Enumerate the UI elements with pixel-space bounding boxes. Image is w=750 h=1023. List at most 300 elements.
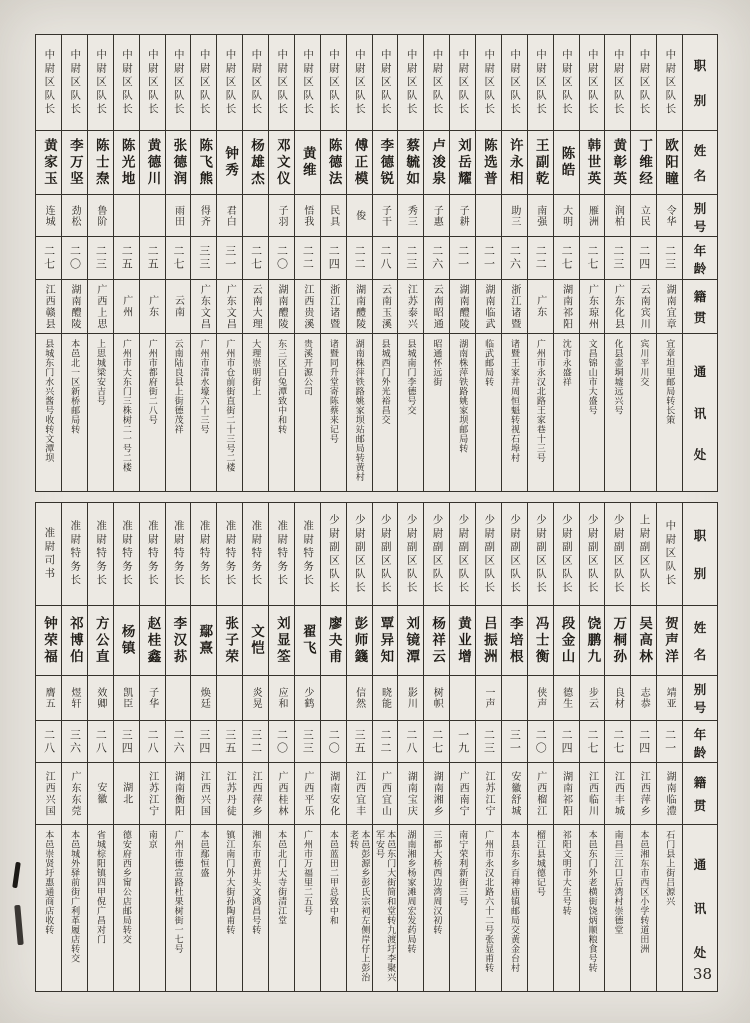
cell-alias <box>114 195 139 237</box>
cell-origin: 江苏江宁 <box>476 763 501 825</box>
cell-origin: 湖南宜章 <box>657 280 682 334</box>
cell-alias: 焕廷 <box>191 676 216 721</box>
cell-name: 饶鹏九 <box>580 606 605 676</box>
entry-column <box>166 35 192 491</box>
cell-origin: 江苏江宁 <box>140 763 165 825</box>
cell-alias: 子羽 <box>269 195 294 237</box>
entry-column <box>191 35 217 491</box>
cell-origin: 广州 <box>114 280 139 334</box>
cell-alias: 影川 <box>398 676 423 721</box>
cell-origin: 广西榴江 <box>528 763 553 825</box>
cell-age: 二八 <box>373 237 398 280</box>
cell-rank: 少尉副区队长 <box>605 503 630 606</box>
cell-address: 本邑湘东市西区小学转道田洲 <box>639 830 650 954</box>
cell-name: 陈飞熊 <box>191 131 216 195</box>
cell-age: 二一 <box>476 237 501 280</box>
cell-alias: 劲松 <box>62 195 87 237</box>
cell-origin: 江西丰城 <box>605 763 630 825</box>
cell-name: 李万坚 <box>62 131 87 195</box>
cell-address: 县城西门外光裕昌交 <box>380 339 391 425</box>
cell-rank: 中尉区队长 <box>191 35 216 131</box>
cell-name: 蔡毓如 <box>398 131 423 195</box>
cell-alias <box>140 195 165 237</box>
cell-name: 傅正模 <box>347 131 372 195</box>
cell-name: 黄业增 <box>450 606 475 676</box>
header-cell-name: 姓 名 <box>683 131 717 195</box>
cell-rank: 准尉特务长 <box>243 503 268 606</box>
cell-age: 二七 <box>580 721 605 763</box>
cell-address: 诸暨王家井周恒魁转视石埠村 <box>509 339 520 463</box>
cell-rank: 少尉副区队长 <box>580 503 605 606</box>
cell-name: 钟秀 <box>217 131 242 195</box>
cell-name: 张子荣 <box>217 606 242 676</box>
cell-origin: 浙江诸暨 <box>502 280 527 334</box>
cell-rank: 少尉副区队长 <box>398 503 423 606</box>
cell-age: 二〇 <box>269 721 294 763</box>
cell-age: 二二 <box>528 237 553 280</box>
entry-column <box>657 503 683 991</box>
cell-alias: 信然 <box>347 676 372 721</box>
cell-address: 南宁荣利新街三号 <box>458 830 469 906</box>
cell-rank: 中尉区队长 <box>321 35 346 131</box>
header-cell-age: 年 龄 <box>683 721 717 763</box>
cell-age: 二七 <box>605 721 630 763</box>
cell-age: 二八 <box>88 721 113 763</box>
cell-alias: 煜轩 <box>62 676 87 721</box>
entry-column <box>114 503 140 991</box>
cell-alias: 凯臣 <box>114 676 139 721</box>
cell-address: 广州市永汉北路六十二号张显甫转 <box>484 830 495 973</box>
cell-origin: 广西上思 <box>88 280 113 334</box>
cell-alias: 秀三 <box>398 195 423 237</box>
cell-origin: 广西平乐 <box>295 763 320 825</box>
cell-alias: 靖亚 <box>657 676 682 721</box>
cell-name: 祁博伯 <box>62 606 87 676</box>
cell-alias: 令华 <box>657 195 682 237</box>
cell-age: 二七 <box>243 237 268 280</box>
entry-column <box>269 503 295 991</box>
entry-column <box>88 35 114 491</box>
cell-address: 本邑鄢恒盛 <box>199 830 210 878</box>
cell-name: 陈德法 <box>321 131 346 195</box>
cell-age: 三二 <box>243 721 268 763</box>
cell-rank: 准尉特务长 <box>114 503 139 606</box>
cell-name: 刘镜潭 <box>398 606 423 676</box>
cell-rank: 中尉区队长 <box>657 503 682 606</box>
cell-origin: 江西兴国 <box>191 763 216 825</box>
cell-rank: 中尉区队长 <box>631 35 656 131</box>
entry-column <box>295 503 321 991</box>
cell-rank: 准尉特务长 <box>269 503 294 606</box>
cell-name: 张德润 <box>166 131 191 195</box>
cell-age: 二五 <box>114 237 139 280</box>
cell-address: 广州市永汉北路王家巷十三号 <box>535 339 546 463</box>
entry-column <box>140 35 166 491</box>
cell-age: 二四 <box>631 237 656 280</box>
cell-origin: 江苏泰兴 <box>398 280 423 334</box>
cell-alias: 雁洲 <box>580 195 605 237</box>
cell-origin: 广东东莞 <box>62 763 87 825</box>
cell-rank: 准尉特务长 <box>62 503 87 606</box>
entry-column <box>554 35 580 491</box>
entry-column <box>373 503 399 991</box>
cell-alias <box>502 676 527 721</box>
cell-age: 二四 <box>321 237 346 280</box>
cell-name: 钟荣福 <box>36 606 61 676</box>
cell-age: 三三 <box>295 721 320 763</box>
cell-age: 二八 <box>36 721 61 763</box>
cell-name: 杨祥云 <box>424 606 449 676</box>
cell-address: 本县东乡百神庙镇邮局交黄金台村 <box>509 830 520 973</box>
entry-column <box>554 503 580 991</box>
header-cell-address: 通 讯 处 <box>693 858 707 960</box>
cell-alias: 俊 <box>347 195 372 237</box>
cell-age: 二一 <box>450 237 475 280</box>
entry-column <box>605 503 631 991</box>
cell-rank: 准尉特务长 <box>217 503 242 606</box>
cell-address: 广州市大东门三株树二一号二楼 <box>121 339 132 472</box>
cell-age: 二二 <box>347 237 372 280</box>
cell-origin: 湖南湘乡 <box>424 763 449 825</box>
cell-rank: 少尉副区队长 <box>450 503 475 606</box>
entry-column <box>657 35 683 491</box>
entry-column <box>476 503 502 991</box>
cell-name: 冯士衡 <box>528 606 553 676</box>
header-cell-origin: 籍 贯 <box>683 763 717 825</box>
cell-rank: 少尉副区队长 <box>373 503 398 606</box>
cell-name: 陈士焘 <box>88 131 113 195</box>
cell-alias: 应和 <box>269 676 294 721</box>
cell-origin: 广东文昌 <box>217 280 242 334</box>
cell-rank: 中尉区队长 <box>243 35 268 131</box>
cell-rank: 中尉区队长 <box>373 35 398 131</box>
cell-rank: 中尉区队长 <box>114 35 139 131</box>
cell-alias: 子惠 <box>424 195 449 237</box>
cell-origin: 云南大理 <box>243 280 268 334</box>
cell-rank: 中尉区队长 <box>476 35 501 131</box>
entry-column <box>605 35 631 491</box>
cell-address: 湖南株萍铁路姚家坝邮局转 <box>458 339 469 453</box>
cell-rank: 中尉区队长 <box>88 35 113 131</box>
cell-age: 一九 <box>450 721 475 763</box>
cell-address: 广州市仓前街直街二十三号二楼 <box>225 339 236 472</box>
cell-alias: 膺五 <box>36 676 61 721</box>
cell-address: 三都大桥西边湾周汉初转 <box>432 830 443 935</box>
cell-age: 二六 <box>166 721 191 763</box>
cell-age: 二三 <box>88 237 113 280</box>
cell-origin: 安徽 <box>88 763 113 825</box>
entry-column <box>243 35 269 491</box>
cell-address: 本邑北门大寺街清江堂 <box>277 830 288 925</box>
cell-age: 二三 <box>476 721 501 763</box>
cell-alias: 立民 <box>631 195 656 237</box>
cell-address: 本邑北一区新桥邮局转 <box>70 339 81 434</box>
cell-age: 二四 <box>554 721 579 763</box>
scan-artifact <box>14 905 23 945</box>
cell-origin: 云南昭通 <box>424 280 449 334</box>
cell-alias: 雨田 <box>166 195 191 237</box>
cell-rank: 准尉特务长 <box>295 503 320 606</box>
cell-rank: 中尉区队长 <box>36 35 61 131</box>
cell-origin: 湖南宝庆 <box>398 763 423 825</box>
cell-address: 县城东门水兴酱号收转文潭坝 <box>44 339 55 463</box>
cell-origin: 江西贵溪 <box>295 280 320 334</box>
cell-address: 县城南门李德号交 <box>406 339 417 415</box>
cell-alias <box>450 676 475 721</box>
cell-rank: 少尉副区队长 <box>321 503 346 606</box>
cell-address: 本邑彭源乡彭氏宗祠左侧岸仔上彭治老转 <box>349 830 371 982</box>
entry-column <box>450 503 476 991</box>
cell-origin: 云南宾川 <box>631 280 656 334</box>
entry-column <box>269 35 295 491</box>
cell-alias <box>166 676 191 721</box>
cell-address: 本邑城外驿前街广利革履店转交 <box>70 830 81 963</box>
cell-alias: 润柏 <box>605 195 630 237</box>
cell-age: 二二 <box>295 237 320 280</box>
cell-address: 诸暨同升堂寄陈蔡来记号 <box>328 339 339 444</box>
cell-origin: 江西兴国 <box>36 763 61 825</box>
cell-alias: 民具 <box>321 195 346 237</box>
cell-name: 邓文仪 <box>269 131 294 195</box>
cell-name: 方公直 <box>88 606 113 676</box>
cell-alias: 树帜 <box>424 676 449 721</box>
cell-alias: 子干 <box>373 195 398 237</box>
header-cell-age: 年 龄 <box>683 237 717 280</box>
cell-alias: 晓能 <box>373 676 398 721</box>
cell-address: 本邑东门外老横街饶炳顺粮食号转 <box>587 830 598 973</box>
cell-age: 三一 <box>502 721 527 763</box>
entry-column <box>476 35 502 491</box>
cell-age: 二〇 <box>321 721 346 763</box>
cell-rank: 中尉区队长 <box>295 35 320 131</box>
cell-name: 文恺 <box>243 606 268 676</box>
cell-alias: 志恭 <box>631 676 656 721</box>
cell-alias: 炎晃 <box>243 676 268 721</box>
cell-age: 二三 <box>605 237 630 280</box>
cell-alias: 良材 <box>605 676 630 721</box>
cell-origin: 广西宜山 <box>373 763 398 825</box>
cell-name: 黄德川 <box>140 131 165 195</box>
cell-name: 陈光地 <box>114 131 139 195</box>
cell-origin: 湖南安化 <box>321 763 346 825</box>
cell-rank: 少尉副区队长 <box>347 503 372 606</box>
cell-age: 三四 <box>191 721 216 763</box>
cell-age: 三六 <box>62 721 87 763</box>
entry-column <box>502 35 528 491</box>
cell-alias: 连城 <box>36 195 61 237</box>
entry-column <box>450 35 476 491</box>
entry-column <box>398 503 424 991</box>
cell-name: 李汉荪 <box>166 606 191 676</box>
cell-age: 二三 <box>398 237 423 280</box>
cell-origin: 江西萍乡 <box>631 763 656 825</box>
cell-rank: 少尉副区队长 <box>554 503 579 606</box>
cell-address: 祁阳文明市大生号转 <box>561 830 572 916</box>
entry-column <box>528 35 554 491</box>
cell-age: 二八 <box>398 721 423 763</box>
cell-rank: 中尉区队长 <box>166 35 191 131</box>
cell-origin: 广东 <box>140 280 165 334</box>
cell-origin: 江西萍乡 <box>243 763 268 825</box>
cell-origin: 广东化县 <box>605 280 630 334</box>
cell-alias: 君白 <box>217 195 242 237</box>
cell-alias <box>476 195 501 237</box>
cell-origin: 广东琼州 <box>580 280 605 334</box>
cell-alias: 一声 <box>476 676 501 721</box>
cell-alias: 鲁阶 <box>88 195 113 237</box>
cell-age: 二七 <box>166 237 191 280</box>
cell-origin: 江西临川 <box>580 763 605 825</box>
cell-name: 万桐孙 <box>605 606 630 676</box>
cell-alias: 子华 <box>140 676 165 721</box>
entry-column <box>347 503 373 991</box>
cell-address: 湘东市黄井头文鸿昌号转 <box>251 830 262 935</box>
cell-address: 广州市清水壕六十三号 <box>199 339 210 434</box>
cell-address: 大理崇明街上 <box>251 339 262 396</box>
roster-table-bottom <box>35 502 718 992</box>
entry-column <box>528 503 554 991</box>
cell-rank: 中尉区队长 <box>528 35 553 131</box>
cell-alias: 助三 <box>502 195 527 237</box>
cell-origin: 湖南醴陵 <box>269 280 294 334</box>
cell-name: 卢浚泉 <box>424 131 449 195</box>
cell-age: 二五 <box>140 237 165 280</box>
cell-age: 二〇 <box>528 721 553 763</box>
entry-column <box>217 503 243 991</box>
cell-alias: 大明 <box>554 195 579 237</box>
entry-column <box>62 503 88 991</box>
cell-origin: 广西桂林 <box>269 763 294 825</box>
cell-age: 二〇 <box>62 237 87 280</box>
entry-column <box>424 503 450 991</box>
cell-address: 本邑蓝田二甲总致中和 <box>328 830 339 925</box>
cell-address: 化县壶垌墟远兴号 <box>613 339 624 415</box>
cell-name: 杨雄杰 <box>243 131 268 195</box>
header-cell-address: 通 讯 处 <box>693 364 707 463</box>
cell-origin: 湖南祁阳 <box>554 763 579 825</box>
cell-age: 三三 <box>191 237 216 280</box>
cell-rank: 少尉副区队长 <box>424 503 449 606</box>
entry-column <box>36 35 62 491</box>
entry-column <box>321 503 347 991</box>
cell-address: 本邑东门大街简和堂转九渡圩李聚兴军安号 <box>374 830 397 982</box>
cell-origin: 江西宜丰 <box>347 763 372 825</box>
cell-alias: 德生 <box>554 676 579 721</box>
cell-address: 昭通怀远街 <box>432 339 443 387</box>
cell-name: 黄彰英 <box>605 131 630 195</box>
entry-column <box>62 35 88 491</box>
cell-rank: 中尉区队长 <box>269 35 294 131</box>
cell-alias: 得齐 <box>191 195 216 237</box>
cell-origin: 湖南衡阳 <box>166 763 191 825</box>
cell-age: 二七 <box>580 237 605 280</box>
cell-alias <box>243 195 268 237</box>
cell-address: 广州市德宣路杜果树街一七号 <box>173 830 184 954</box>
entry-column <box>166 503 192 991</box>
entry-column <box>424 35 450 491</box>
entry-column <box>580 35 606 491</box>
cell-name: 覃异知 <box>373 606 398 676</box>
cell-address: 南昌三江口后湾村崇德堂 <box>613 830 624 935</box>
cell-rank: 中尉区队长 <box>657 35 682 131</box>
entry-column <box>88 503 114 991</box>
cell-name: 欧阳瞳 <box>657 131 682 195</box>
cell-alias <box>217 676 242 721</box>
cell-age: 二八 <box>140 721 165 763</box>
entry-column <box>295 35 321 491</box>
cell-address: 湖南湘乡杨家滩周宏发药局转 <box>406 830 417 954</box>
cell-name: 吕振洲 <box>476 606 501 676</box>
entry-column <box>114 35 140 491</box>
roster-table-top <box>35 34 718 492</box>
cell-address: 广州市万福里二五号 <box>302 830 313 916</box>
cell-origin: 云南 <box>166 280 191 334</box>
cell-origin: 广东文昌 <box>191 280 216 334</box>
cell-rank: 中尉区队长 <box>62 35 87 131</box>
cell-name: 许永相 <box>502 131 527 195</box>
cell-address: 临武邮局转 <box>484 339 495 387</box>
cell-alias: 南强 <box>528 195 553 237</box>
cell-origin: 湖南临武 <box>476 280 501 334</box>
cell-rank: 中尉区队长 <box>502 35 527 131</box>
cell-origin: 湖北 <box>114 763 139 825</box>
cell-rank: 少尉副区队长 <box>502 503 527 606</box>
header-column <box>683 35 717 491</box>
cell-rank: 中尉区队长 <box>605 35 630 131</box>
cell-rank: 中尉区队长 <box>398 35 423 131</box>
cell-origin: 浙江诸暨 <box>321 280 346 334</box>
cell-name: 彭师籛 <box>347 606 372 676</box>
cell-rank: 准尉特务长 <box>191 503 216 606</box>
cell-name: 翟飞 <box>295 606 320 676</box>
cell-address: 宾川平川交 <box>639 339 650 387</box>
entry-column <box>398 35 424 491</box>
cell-alias: 侠声 <box>528 676 553 721</box>
cell-name: 王副乾 <box>528 131 553 195</box>
page-number: 38 <box>692 965 712 983</box>
cell-address: 文昌锦山市大盛号 <box>587 339 598 415</box>
header-cell-origin: 籍 贯 <box>683 280 717 334</box>
cell-name: 黄家玉 <box>36 131 61 195</box>
cell-origin: 安徽舒城 <box>502 763 527 825</box>
cell-name: 黄维 <box>295 131 320 195</box>
cell-rank: 少尉副区队长 <box>476 503 501 606</box>
cell-alias: 少鹤 <box>295 676 320 721</box>
cell-rank: 中尉区队长 <box>580 35 605 131</box>
cell-age: 三五 <box>347 721 372 763</box>
cell-address: 本邑崇贤圩惠通商店收转 <box>44 830 55 935</box>
header-cell-rank: 职 别 <box>683 503 717 606</box>
cell-age: 二〇 <box>269 237 294 280</box>
cell-rank: 中尉区队长 <box>347 35 372 131</box>
cell-name: 陈选普 <box>476 131 501 195</box>
cell-address: 南京 <box>147 830 158 849</box>
cell-origin: 湖南醴陵 <box>62 280 87 334</box>
header-cell-name: 姓 名 <box>683 606 717 676</box>
cell-address: 上思城梁安吉号 <box>95 339 106 406</box>
cell-age: 二三 <box>657 237 682 280</box>
cell-origin: 云南玉溪 <box>373 280 398 334</box>
cell-name: 李德锐 <box>373 131 398 195</box>
cell-name: 韩世英 <box>580 131 605 195</box>
cell-rank: 中尉区队长 <box>450 35 475 131</box>
cell-age: 二七 <box>36 237 61 280</box>
cell-rank: 中尉区队长 <box>554 35 579 131</box>
header-cell-rank: 职 别 <box>683 35 717 131</box>
cell-age: 二六 <box>502 237 527 280</box>
entry-column <box>191 503 217 991</box>
cell-origin: 湖南临澧 <box>657 763 682 825</box>
